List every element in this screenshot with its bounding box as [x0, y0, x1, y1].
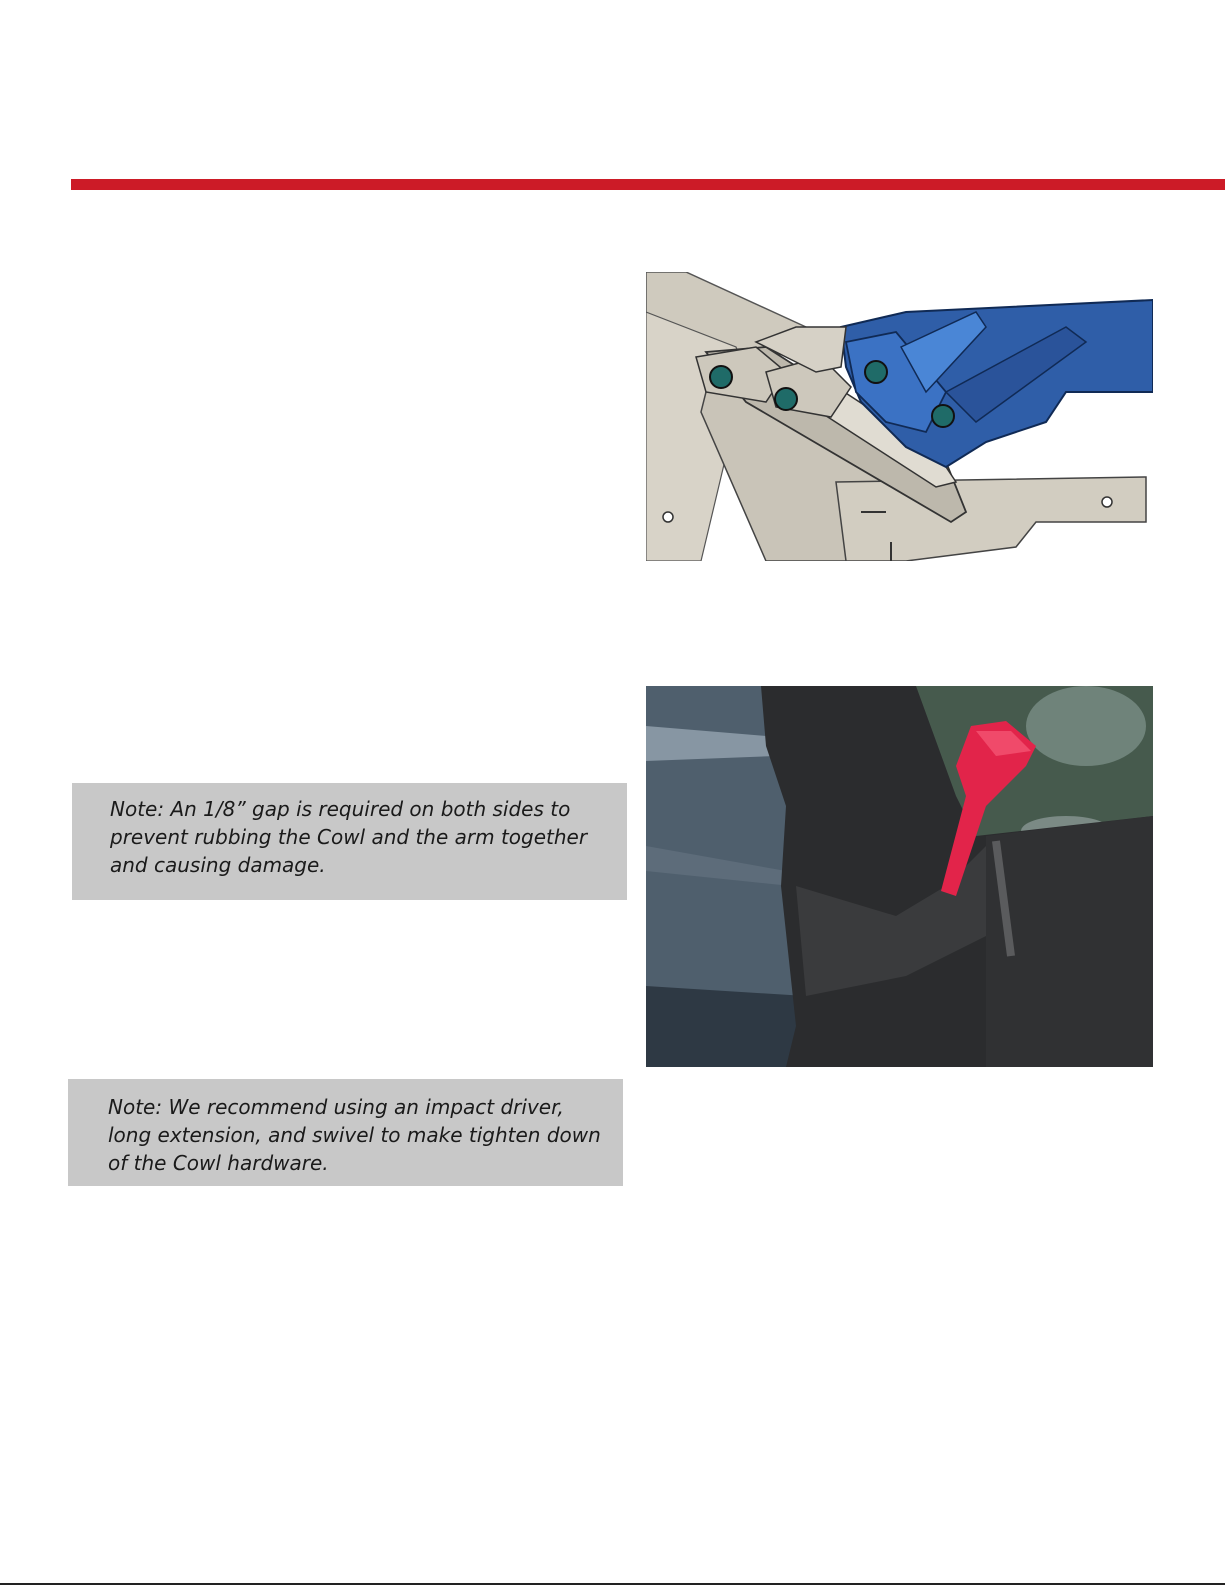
note-gap-box: [72, 783, 627, 900]
note-tools-box: [68, 1079, 623, 1186]
cad-bracket-illustration: [646, 272, 1153, 561]
note-tools-text: Note: We recommend using an impact driver, long extension, and swivel to make tighten down of the Cowl hardware.: [108, 1095, 601, 1175]
cowl-gap-photo-illustration: [646, 686, 1153, 1067]
cowl-gap-photo: [646, 686, 1153, 1067]
cad-bracket-figure: [646, 272, 1153, 561]
note-gap-text: Note: An 1/8” gap is required on both sides to prevent rubbing the Cowl and the arm together and causing damage.: [110, 797, 588, 877]
header-red-rule: [71, 179, 1225, 190]
